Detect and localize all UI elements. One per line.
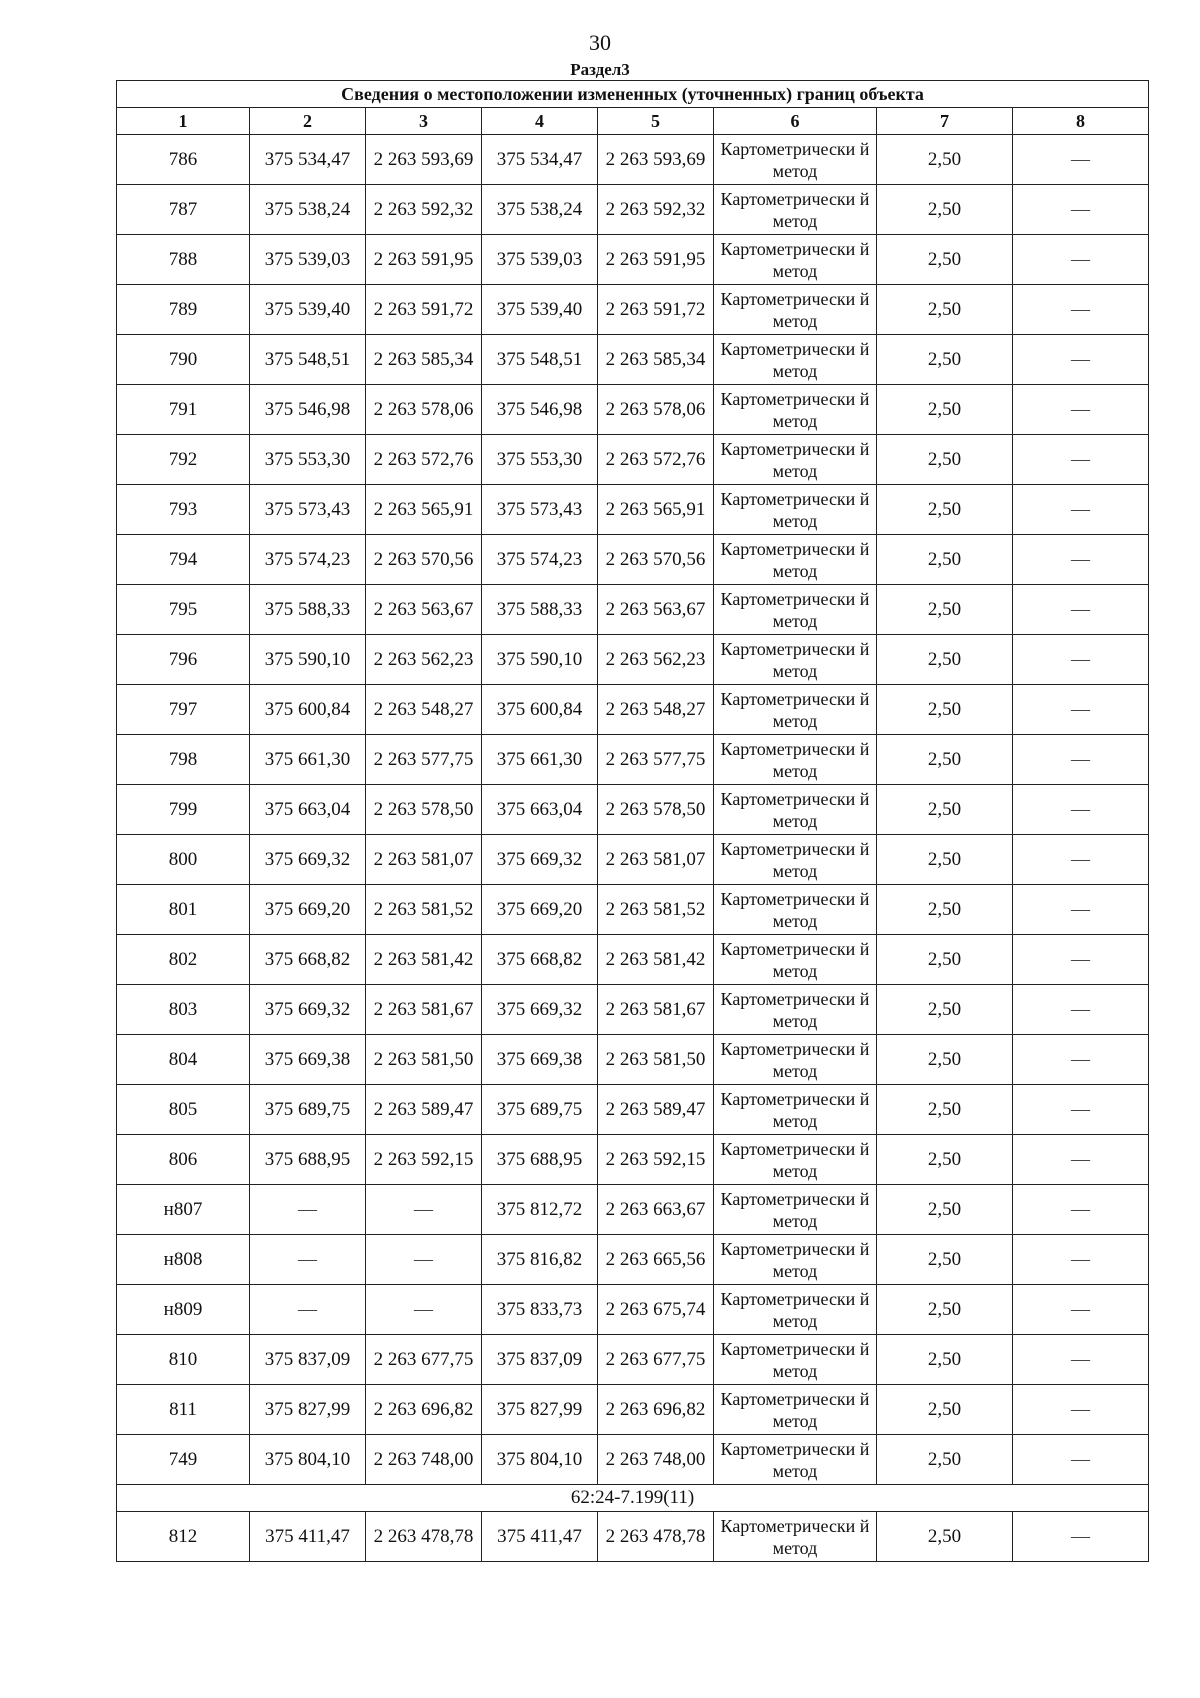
y-new-cell: 2 263 578,50 (598, 785, 714, 835)
point-number-cell: 797 (117, 685, 250, 735)
accuracy-cell: 2,50 (877, 285, 1013, 335)
description-cell: — (1013, 885, 1149, 935)
x-existing-cell: 375 411,47 (250, 1512, 366, 1562)
method-cell: Картометрически й метод (714, 335, 877, 385)
accuracy-cell: 2,50 (877, 785, 1013, 835)
description-cell: — (1013, 1335, 1149, 1385)
accuracy-cell: 2,50 (877, 535, 1013, 585)
method-cell: Картометрически й метод (714, 1385, 877, 1435)
method-cell: Картометрически й метод (714, 135, 877, 185)
method-cell: Картометрически й метод (714, 1435, 877, 1485)
method-cell: Картометрически й метод (714, 585, 877, 635)
accuracy-cell: 2,50 (877, 1235, 1013, 1285)
y-existing-cell: 2 263 589,47 (366, 1085, 482, 1135)
x-existing-cell: 375 534,47 (250, 135, 366, 185)
y-existing-cell: 2 263 562,23 (366, 635, 482, 685)
boundary-coordinates-table (116, 80, 1149, 1562)
y-existing-cell: — (366, 1285, 482, 1335)
point-number-cell: 806 (117, 1135, 250, 1185)
point-number-cell: 791 (117, 385, 250, 435)
y-new-cell: 2 263 591,72 (598, 285, 714, 335)
y-existing-cell: 2 263 748,00 (366, 1435, 482, 1485)
table-row (117, 285, 1149, 335)
table-row (117, 685, 1149, 735)
table-row (117, 1235, 1149, 1285)
x-new-cell: 375 573,43 (482, 485, 598, 535)
x-new-cell: 375 534,47 (482, 135, 598, 185)
accuracy-cell: 2,50 (877, 685, 1013, 735)
x-existing-cell: 375 553,30 (250, 435, 366, 485)
table-row (117, 935, 1149, 985)
description-cell: — (1013, 1035, 1149, 1085)
method-cell: Картометрически й метод (714, 535, 877, 585)
x-existing-cell: 375 548,51 (250, 335, 366, 385)
x-existing-cell: 375 538,24 (250, 185, 366, 235)
x-existing-cell: 375 588,33 (250, 585, 366, 635)
method-cell: Картометрически й метод (714, 835, 877, 885)
y-new-cell: 2 263 577,75 (598, 735, 714, 785)
point-number-cell: 802 (117, 935, 250, 985)
column-header-8: 8 (1013, 108, 1149, 135)
table-row (117, 1035, 1149, 1085)
page-number: 30 (589, 30, 611, 55)
description-cell: — (1013, 785, 1149, 835)
y-existing-cell: 2 263 591,72 (366, 285, 482, 335)
description-cell: — (1013, 685, 1149, 735)
x-new-cell: 375 548,51 (482, 335, 598, 385)
x-new-cell: 375 669,32 (482, 835, 598, 885)
table-row (117, 1185, 1149, 1235)
x-existing-cell: 375 539,03 (250, 235, 366, 285)
y-existing-cell: 2 263 581,07 (366, 835, 482, 885)
accuracy-cell: 2,50 (877, 835, 1013, 885)
y-existing-cell: 2 263 581,67 (366, 985, 482, 1035)
y-existing-cell: 2 263 592,15 (366, 1135, 482, 1185)
x-new-cell: 375 833,73 (482, 1285, 598, 1335)
x-new-cell: 375 546,98 (482, 385, 598, 435)
x-existing-cell: — (250, 1185, 366, 1235)
description-cell: — (1013, 285, 1149, 335)
y-new-cell: 2 263 591,95 (598, 235, 714, 285)
point-number-cell: 788 (117, 235, 250, 285)
accuracy-cell: 2,50 (877, 1435, 1013, 1485)
x-existing-cell: 375 688,95 (250, 1135, 366, 1185)
y-new-cell: 2 263 563,67 (598, 585, 714, 635)
point-number-cell: 812 (117, 1512, 250, 1562)
point-number-cell: 805 (117, 1085, 250, 1135)
method-cell: Картометрически й метод (714, 235, 877, 285)
point-number-cell: 810 (117, 1335, 250, 1385)
table-row (117, 735, 1149, 785)
y-existing-cell: 2 263 677,75 (366, 1335, 482, 1385)
x-new-cell: 375 837,09 (482, 1335, 598, 1385)
description-cell: — (1013, 185, 1149, 235)
description-cell: — (1013, 535, 1149, 585)
x-new-cell: 375 689,75 (482, 1085, 598, 1135)
point-number-cell: 795 (117, 585, 250, 635)
table-row (117, 435, 1149, 485)
method-cell: Картометрически й метод (714, 485, 877, 535)
y-new-cell: 2 263 581,67 (598, 985, 714, 1035)
accuracy-cell: 2,50 (877, 885, 1013, 935)
x-new-cell: 375 539,40 (482, 285, 598, 335)
y-existing-cell: 2 263 581,42 (366, 935, 482, 985)
y-existing-cell: — (366, 1185, 482, 1235)
description-cell: — (1013, 1512, 1149, 1562)
point-number-cell: 790 (117, 335, 250, 385)
description-cell: — (1013, 1185, 1149, 1235)
x-existing-cell: 375 574,23 (250, 535, 366, 585)
x-existing-cell: 375 590,10 (250, 635, 366, 685)
y-new-cell: 2 263 478,78 (598, 1512, 714, 1562)
method-cell: Картометрически й метод (714, 735, 877, 785)
x-existing-cell: 375 663,04 (250, 785, 366, 835)
accuracy-cell: 2,50 (877, 335, 1013, 385)
method-cell: Картометрически й метод (714, 185, 877, 235)
point-number-cell: 794 (117, 535, 250, 585)
description-cell: — (1013, 935, 1149, 985)
table-row (117, 485, 1149, 535)
x-new-cell: 375 590,10 (482, 635, 598, 685)
table-row (117, 1385, 1149, 1435)
y-new-cell: 2 263 581,07 (598, 835, 714, 885)
x-new-cell: 375 669,32 (482, 985, 598, 1035)
method-cell: Картометрически й метод (714, 985, 877, 1035)
accuracy-cell: 2,50 (877, 435, 1013, 485)
x-new-cell: 375 411,47 (482, 1512, 598, 1562)
point-number-cell: 801 (117, 885, 250, 935)
table-row (117, 535, 1149, 585)
y-existing-cell: 2 263 592,32 (366, 185, 482, 235)
x-new-cell: 375 669,38 (482, 1035, 598, 1085)
y-new-cell: 2 263 675,74 (598, 1285, 714, 1335)
description-cell: — (1013, 335, 1149, 385)
x-new-cell: 375 600,84 (482, 685, 598, 735)
table-row (117, 1435, 1149, 1485)
accuracy-cell: 2,50 (877, 1085, 1013, 1135)
x-new-cell: 375 574,23 (482, 535, 598, 585)
description-cell: — (1013, 985, 1149, 1035)
method-cell: Картометрически й метод (714, 285, 877, 335)
accuracy-cell: 2,50 (877, 1335, 1013, 1385)
y-new-cell: 2 263 572,76 (598, 435, 714, 485)
description-cell: — (1013, 835, 1149, 885)
x-new-cell: 375 553,30 (482, 435, 598, 485)
accuracy-cell: 2,50 (877, 1185, 1013, 1235)
y-new-cell: 2 263 562,23 (598, 635, 714, 685)
accuracy-cell: 2,50 (877, 235, 1013, 285)
method-cell: Картометрически й метод (714, 1285, 877, 1335)
y-existing-cell: 2 263 585,34 (366, 335, 482, 385)
description-cell: — (1013, 1435, 1149, 1485)
table-row (117, 635, 1149, 685)
point-number-cell: н807 (117, 1185, 250, 1235)
method-cell: Картометрически й метод (714, 1085, 877, 1135)
point-number-cell: н808 (117, 1235, 250, 1285)
table-row (117, 335, 1149, 385)
group-label: 62:24-7.199(11) (117, 1485, 1149, 1512)
y-new-cell: 2 263 677,75 (598, 1335, 714, 1385)
x-new-cell: 375 804,10 (482, 1435, 598, 1485)
x-existing-cell: 375 837,09 (250, 1335, 366, 1385)
point-number-cell: 789 (117, 285, 250, 335)
method-cell: Картометрически й метод (714, 935, 877, 985)
point-number-cell: 800 (117, 835, 250, 885)
table-row (117, 785, 1149, 835)
description-cell: — (1013, 735, 1149, 785)
y-existing-cell: 2 263 591,95 (366, 235, 482, 285)
accuracy-cell: 2,50 (877, 1035, 1013, 1085)
table-row (117, 835, 1149, 885)
x-new-cell: 375 538,24 (482, 185, 598, 235)
point-number-cell: 804 (117, 1035, 250, 1085)
accuracy-cell: 2,50 (877, 1135, 1013, 1185)
x-existing-cell: 375 546,98 (250, 385, 366, 435)
column-header-2: 2 (250, 108, 366, 135)
y-existing-cell: 2 263 581,52 (366, 885, 482, 935)
column-header-5: 5 (598, 108, 714, 135)
y-existing-cell: 2 263 548,27 (366, 685, 482, 735)
method-cell: Картометрически й метод (714, 635, 877, 685)
y-new-cell: 2 263 592,15 (598, 1135, 714, 1185)
y-new-cell: 2 263 748,00 (598, 1435, 714, 1485)
group-row (117, 1485, 1149, 1512)
y-existing-cell: 2 263 578,50 (366, 785, 482, 835)
y-new-cell: 2 263 581,42 (598, 935, 714, 985)
table-caption: Сведения о местоположении измененных (уточненных) границ объекта (117, 81, 1149, 108)
table-row (117, 585, 1149, 635)
description-cell: — (1013, 235, 1149, 285)
point-number-cell: 787 (117, 185, 250, 235)
method-cell: Картометрически й метод (714, 1512, 877, 1562)
y-existing-cell: 2 263 572,76 (366, 435, 482, 485)
table-row (117, 1512, 1149, 1562)
x-new-cell: 375 669,20 (482, 885, 598, 935)
table-row (117, 1135, 1149, 1185)
y-new-cell: 2 263 548,27 (598, 685, 714, 735)
method-cell: Картометрически й метод (714, 1335, 877, 1385)
column-header-7: 7 (877, 108, 1013, 135)
x-existing-cell: 375 668,82 (250, 935, 366, 985)
point-number-cell: 749 (117, 1435, 250, 1485)
x-new-cell: 375 827,99 (482, 1385, 598, 1435)
method-cell: Картометрически й метод (714, 1135, 877, 1185)
y-existing-cell: 2 263 563,67 (366, 585, 482, 635)
point-number-cell: 798 (117, 735, 250, 785)
method-cell: Картометрически й метод (714, 1235, 877, 1285)
section-title: Раздел3 (570, 60, 630, 79)
column-header-3: 3 (366, 108, 482, 135)
x-existing-cell: — (250, 1235, 366, 1285)
y-existing-cell: 2 263 565,91 (366, 485, 482, 535)
table-row (117, 1085, 1149, 1135)
description-cell: — (1013, 635, 1149, 685)
x-new-cell: 375 661,30 (482, 735, 598, 785)
x-new-cell: 375 812,72 (482, 1185, 598, 1235)
description-cell: — (1013, 1385, 1149, 1435)
y-existing-cell: 2 263 577,75 (366, 735, 482, 785)
description-cell: — (1013, 1285, 1149, 1335)
y-new-cell: 2 263 581,52 (598, 885, 714, 935)
accuracy-cell: 2,50 (877, 985, 1013, 1035)
description-cell: — (1013, 585, 1149, 635)
table-row (117, 385, 1149, 435)
table-body (117, 135, 1149, 1562)
y-new-cell: 2 263 665,56 (598, 1235, 714, 1285)
method-cell: Картометрически й метод (714, 685, 877, 735)
point-number-cell: 803 (117, 985, 250, 1035)
point-number-cell: 796 (117, 635, 250, 685)
y-new-cell: 2 263 589,47 (598, 1085, 714, 1135)
column-header-1: 1 (117, 108, 250, 135)
x-existing-cell: 375 669,38 (250, 1035, 366, 1085)
x-new-cell: 375 588,33 (482, 585, 598, 635)
point-number-cell: 786 (117, 135, 250, 185)
x-existing-cell: 375 539,40 (250, 285, 366, 335)
y-new-cell: 2 263 593,69 (598, 135, 714, 185)
y-new-cell: 2 263 581,50 (598, 1035, 714, 1085)
y-existing-cell: 2 263 578,06 (366, 385, 482, 435)
table-row (117, 185, 1149, 235)
accuracy-cell: 2,50 (877, 1512, 1013, 1562)
column-header-6: 6 (714, 108, 877, 135)
point-number-cell: 799 (117, 785, 250, 835)
accuracy-cell: 2,50 (877, 1285, 1013, 1335)
table-row (117, 235, 1149, 285)
description-cell: — (1013, 485, 1149, 535)
y-existing-cell: 2 263 696,82 (366, 1385, 482, 1435)
accuracy-cell: 2,50 (877, 735, 1013, 785)
x-new-cell: 375 668,82 (482, 935, 598, 985)
y-new-cell: 2 263 578,06 (598, 385, 714, 435)
y-new-cell: 2 263 663,67 (598, 1185, 714, 1235)
y-existing-cell: 2 263 478,78 (366, 1512, 482, 1562)
accuracy-cell: 2,50 (877, 385, 1013, 435)
description-cell: — (1013, 1085, 1149, 1135)
y-existing-cell: 2 263 581,50 (366, 1035, 482, 1085)
y-new-cell: 2 263 696,82 (598, 1385, 714, 1435)
table-row (117, 1285, 1149, 1335)
x-existing-cell: 375 804,10 (250, 1435, 366, 1485)
x-new-cell: 375 539,03 (482, 235, 598, 285)
point-number-cell: н809 (117, 1285, 250, 1335)
description-cell: — (1013, 135, 1149, 185)
method-cell: Картометрически й метод (714, 1035, 877, 1085)
column-header-row (117, 108, 1149, 135)
accuracy-cell: 2,50 (877, 635, 1013, 685)
method-cell: Картометрически й метод (714, 435, 877, 485)
table-row (117, 985, 1149, 1035)
method-cell: Картометрически й метод (714, 1185, 877, 1235)
point-number-cell: 792 (117, 435, 250, 485)
x-existing-cell: 375 669,32 (250, 985, 366, 1035)
x-existing-cell: 375 669,20 (250, 885, 366, 935)
x-existing-cell: — (250, 1285, 366, 1335)
point-number-cell: 793 (117, 485, 250, 535)
x-existing-cell: 375 827,99 (250, 1385, 366, 1435)
method-cell: Картометрически й метод (714, 785, 877, 835)
table-row (117, 135, 1149, 185)
x-existing-cell: 375 661,30 (250, 735, 366, 785)
accuracy-cell: 2,50 (877, 1385, 1013, 1435)
method-cell: Картометрически й метод (714, 885, 877, 935)
x-new-cell: 375 663,04 (482, 785, 598, 835)
x-new-cell: 375 816,82 (482, 1235, 598, 1285)
method-cell: Картометрически й метод (714, 385, 877, 435)
y-new-cell: 2 263 585,34 (598, 335, 714, 385)
x-existing-cell: 375 689,75 (250, 1085, 366, 1135)
accuracy-cell: 2,50 (877, 935, 1013, 985)
table-row (117, 885, 1149, 935)
point-number-cell: 811 (117, 1385, 250, 1435)
y-existing-cell: 2 263 570,56 (366, 535, 482, 585)
table-row (117, 1335, 1149, 1385)
description-cell: — (1013, 435, 1149, 485)
accuracy-cell: 2,50 (877, 135, 1013, 185)
description-cell: — (1013, 1235, 1149, 1285)
accuracy-cell: 2,50 (877, 485, 1013, 535)
y-new-cell: 2 263 592,32 (598, 185, 714, 235)
description-cell: — (1013, 385, 1149, 435)
x-existing-cell: 375 669,32 (250, 835, 366, 885)
y-new-cell: 2 263 570,56 (598, 535, 714, 585)
x-existing-cell: 375 573,43 (250, 485, 366, 535)
y-existing-cell: 2 263 593,69 (366, 135, 482, 185)
accuracy-cell: 2,50 (877, 585, 1013, 635)
accuracy-cell: 2,50 (877, 185, 1013, 235)
column-header-4: 4 (482, 108, 598, 135)
description-cell: — (1013, 1135, 1149, 1185)
x-new-cell: 375 688,95 (482, 1135, 598, 1185)
x-existing-cell: 375 600,84 (250, 685, 366, 735)
y-new-cell: 2 263 565,91 (598, 485, 714, 535)
y-existing-cell: — (366, 1235, 482, 1285)
